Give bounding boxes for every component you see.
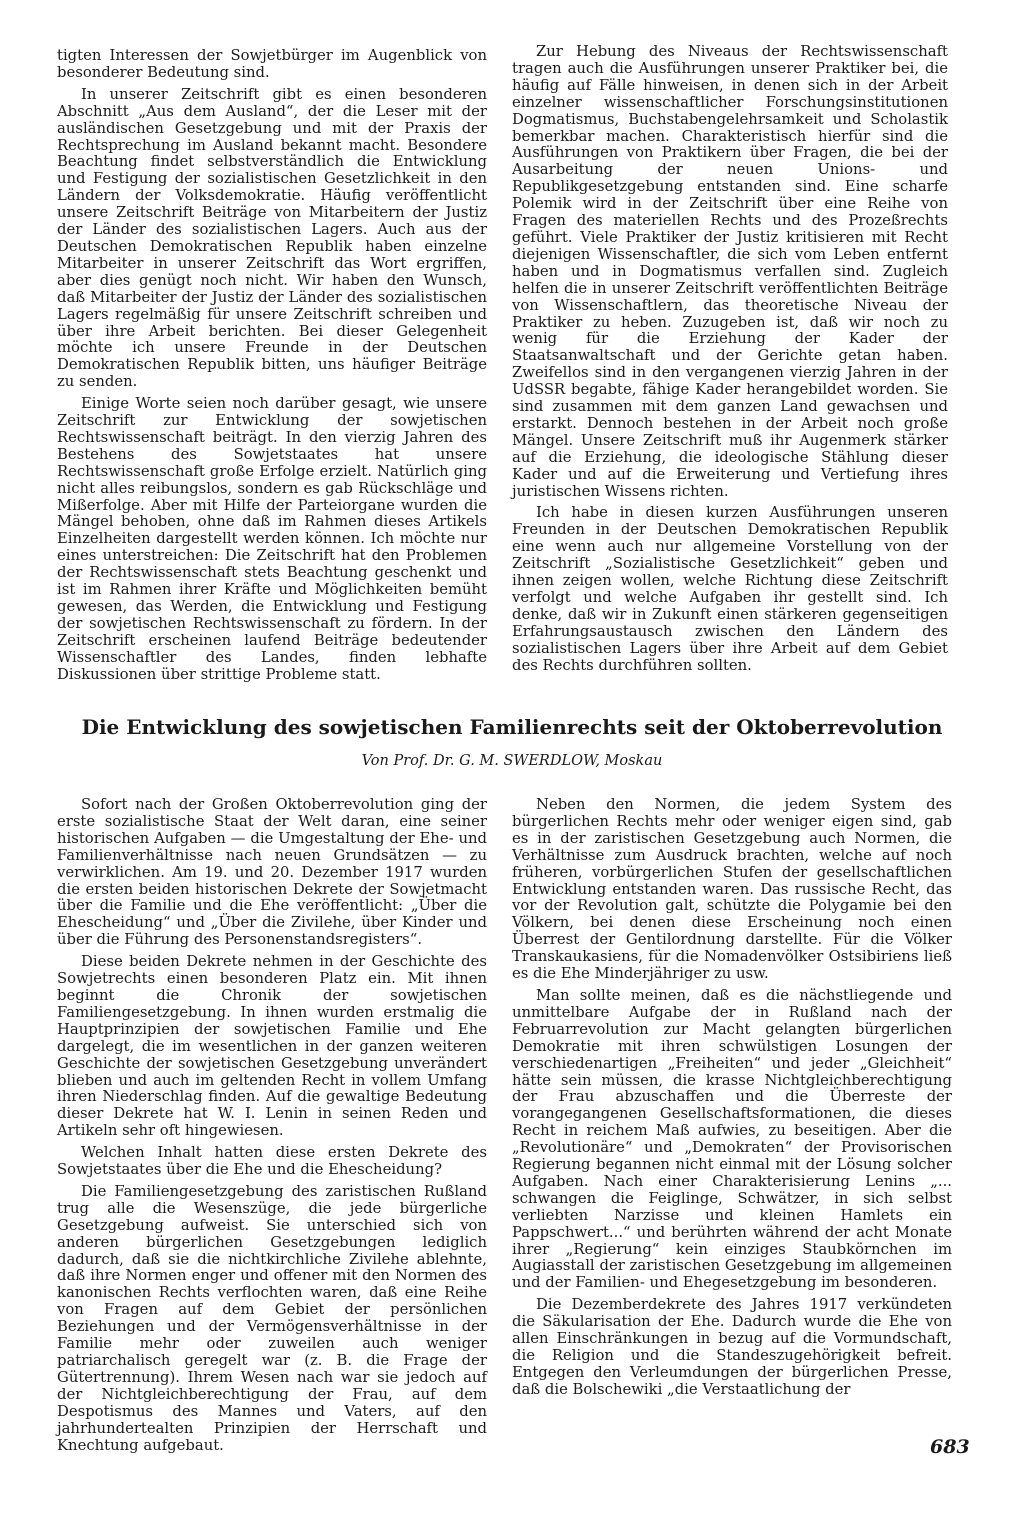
article-byline: Von Prof. Dr. G. M. SWERDLOW, Moskau [361, 753, 663, 769]
bottom-right-column [512, 797, 952, 1404]
paragraph: Sofort nach der Großen Oktoberrevolution ging der erste sozialistische Staat der Welt daran, eine seiner historischen Aufgaben — die Umgestaltung der Ehe- und Familienverhältnisse nach neuen Grundsätzen — zu verwirklichen. Am 19. und 20. Dezember 1917 wurden die ersten beiden historischen Dekrete der Sowjetmacht über die Familie und die Ehe veröffentlicht: „Über die Ehescheidung“ und „Über die Zivilehe, über Kinder und über die Führung des Personenstandsregisters“. [57, 796, 487, 949]
paragraph: Neben den Normen, die jedem System des bürgerlichen Rechts mehr oder weniger eigen sind, gab es in der zaristischen Gesetzgebung auch Normen, die Verhältnisse zum Ausdruck brachten, welche auf noch früheren, vorbürgerlichen Stufen der gesellschaftlichen Entwicklung entstanden waren. Das russische Recht, das vor der Revolution galt, schützte die Polygamie bei den Völkern, bei denen diese Erscheinung noch einen Überrest der Gentilordnung darstellte. Für die Völker Transkaukasiens, für die Nomadenvölker Ostsibiriens ließ es die Ehe Minderjähriger zu usw. [512, 796, 952, 983]
paragraph: Zur Hebung des Niveaus der Rechtswissenschaft tragen auch die Ausführungen unserer Praktiker bei, die häufig auf Fälle hinweisen, in denen sich in der Arbeit einzelner wissenschaftlicher Forschungsinstitutionen Dogmatismus, Buchstabengelehrsamkeit und Scholastik bemerkbar machen. Charakteristisch hierfür sind die Ausführungen von Praktikern über Fragen, die bei der Ausarbeitung der neuen Unions- und Republikgesetzgebung entstanden sind. Eine scharfe Polemik wird in der Zeitschrift über eine Reihe von Fragen des materiellen Rechts und des Prozeßrechts geführt. Viele Praktiker der Justiz kritisieren mit Recht diejenigen Wissenschaftler, die sich vom Leben entfernt haben und in Dogmatismus verfallen sind. Zugleich helfen die in unserer Zeitschrift veröffentlichten Beiträge von Wissenschaftlern, das theoretische Niveau der Praktiker zu heben. Zuzugeben ist, daß wir noch zu wenig für die Erziehung der Kader der Staatsanwaltschaft und der Gerichte getan haben. Zweifellos sind in den vergangenen vierzig Jahren in der UdSSR begabte, fähige Kader herangebildet worden. Sie sind zusammen mit dem ganzen Land gewachsen und erstarkt. Dennoch bestehen in der Arbeit noch große Mängel. Unsere Zeitschrift muß ihr Augenmerk stärker auf die Erziehung, die ideologische Stählung dieser Kader und auf die Erweiterung und Vertiefung ihres juristischen Wissens richten. [512, 43, 948, 500]
paragraph: Ich habe in diesen kurzen Ausführungen unseren Freunden in der Deutschen Demokratischen Republik eine wenn auch nur allgemeine Vorstellung von der Zeitschrift „Sozialistische Gesetzlichkeit“ geben und ihnen zeigen wollen, welche Richtung diese Zeitschrift verfolgt und welche Aufgaben ihr gestellt sind. Ich denke, daß wir in Zukunft einen stärkeren gegenseitigen Erfahrungsaustausch zwischen den Ländern des sozialistischen Lagers über ihre Arbeit auf dem Gebiet des Rechts durchführen sollten. [512, 504, 948, 674]
paragraph: Welchen Inhalt hatten diese ersten Dekrete des Sowjetstaates über die Ehe und die Ehescheidung? [57, 1144, 487, 1179]
article-title: Die Entwicklung des sowjetischen Familienrechts seit der Oktoberrevolution [81, 715, 943, 739]
top-left-column [57, 48, 487, 689]
paragraph: In unserer Zeitschrift gibt es einen besonderen Abschnitt „Aus dem Ausland“, der die Leser mit der ausländischen Gesetzgebung und mit der Praxis der Rechtsprechung im Ausland bekannt macht. Besondere Beachtung findet selbstverständlich die Entwicklung und Festigung der sozialistischen Gesetzlichkeit in den Ländern der Volksdemokratie. Häufig veröffentlicht unsere Zeitschrift Beiträge von Mitarbeitern der Justiz der Länder des sozialistischen Lagers. Auch aus der Deutschen Demokratischen Republik haben einzelne Mitarbeiter in unserer Zeitschrift das Wort ergriffen, aber dies genügt noch nicht. Wir haben den Wunsch, daß Mitarbeiter der Justiz der Länder des sozialistischen Lagers regelmäßig für unsere Zeitschrift schreiben und über ihre Arbeit berichten. Bei dieser Gelegenheit möchte ich unsere Freunde in der Deutschen Demokratischen Republik bitten, uns häufiger Beiträge zu senden. [57, 85, 487, 391]
paragraph: Die Dezemberdekrete des Jahres 1917 verkündeten die Säkularisation der Ehe. Dadurch wurde die Ehe von allen Einschränkungen in bezug auf die Vormundschaft, die Religion und die Standeszugehörigkeit befreit. Entgegen den Verleumdungen der bürgerlichen Presse, daß die Bolschewiki „die Verstaatlichung der [512, 1296, 952, 1398]
paragraph: Diese beiden Dekrete nehmen in der Geschichte des Sowjetrechts einen besonderen Platz ein. Mit ihnen beginnt die Chronik der sowjetischen Familiengesetzgebung. In ihnen wurden erstmalig die Hauptprinzipien der sowjetischen Familie und Ehe dargelegt, die im wesentlichen in der ganzen weiteren Geschichte der sowjetischen Gesetzgebung unverändert blieben und auch im geltenden Recht in vollem Umfang ihren Niederschlag finden. Auf die gewaltige Bedeutung dieser Dekrete hat W. I. Lenin in seinen Reden und Artikeln sehr oft hingewiesen. [57, 953, 487, 1140]
page-number: 683 [930, 1436, 970, 1458]
bottom-left-column [57, 797, 487, 1459]
paragraph: Einige Worte seien noch darüber gesagt, wie unsere Zeitschrift zur Entwicklung der sowjetischen Rechtswissenschaft beiträgt. In den vierzig Jahren des Bestehens des Sowjetstaates hat unsere Rechtswissenschaft große Erfolge erzielt. Natürlich ging nicht alles reibungslos, sondern es gab Rückschläge und Mißerfolge. Aber mit Hilfe der Parteiorgane wurden die Mängel behoben, ohne daß im Rahmen dieses Artikels Einzelheiten dargestellt werden können. Ich möchte nur eines unterstreichen: Die Zeitschrift hat den Problemen der Rechtswissenschaft stets Beachtung geschenkt und ist im Rahmen ihrer Kräfte und Möglichkeiten bemüht gewesen, das Werden, die Entwicklung und Festigung der sowjetischen Rechtswissenschaft zu fördern. In der Zeitschrift erscheinen laufend Beiträge bedeutender Wissenschaftler des Landes, finden lebhafte Diskussionen über strittige Probleme statt. [57, 395, 487, 683]
paragraph: Man sollte meinen, daß es die nächstliegende und unmittelbare Aufgabe der in Rußland nach der Februarrevolution zur Macht gelangten bürgerlichen Demokratie mit ihren schwülstigen Losungen der verschiedenartigen „Freiheiten“ und jeder „Gleichheit“ hätte sein müssen, die krasse Nichtgleichberechtigung der Frau abzuschaffen und die Überreste der vorangegangenen Gesellschaftsformationen, die dieses Recht in reichem Maß aufwies, zu beseitigen. Aber die „Revolutionäre“ und „Demokraten“ der Provisorischen Regierung begannen nicht einmal mit der Lösung solcher Aufgaben. Nach einer Charakterisierung Lenins „... schwangen die Feiglinge, Schwätzer, in sich selbst verliebten Narzisse und kleinen Hamlets ein Pappschwert...“ und berührten während der acht Monate ihrer „Regierung“ kein einziges Staubkörnchen im Augiasstall der zaristischen Gesetzgebung im allgemeinen und der Familien- und Ehegesetzgebung im besonderen. [512, 986, 952, 1292]
top-right-column [512, 44, 948, 680]
paragraph: Die Familiengesetzgebung des zaristischen Rußland trug alle die Wesenszüge, die jede bürgerliche Gesetzgebung aufweist. Sie unterschied sich von anderen bürgerlichen Gesetzgebungen lediglich dadurch, daß sie die nichtkirchliche Zivilehe ablehnte, daß ihre Normen enger und offener mit den Normen des kanonischen Rechts verflochten waren, daß eine Reihe von Fragen auf dem Gebiet der persönlichen Beziehungen und der Vermögensverhältnisse in der Familie mehr oder zuweilen auch weniger patriarchalisch geregelt war (z. B. die Frage der Gütertrennung). Ihrem Wesen nach war sie jedoch auf der Nichtgleichberechtigung der Frau, auf dem Despotismus des Mannes und Vaters, auf den jahrhundertealten Prinzipien der Herrschaft und Knechtung aufgebaut. [57, 1182, 487, 1454]
paragraph: tigten Interessen der Sowjetbürger im Augenblick von besonderer Bedeutung sind. [57, 47, 487, 81]
